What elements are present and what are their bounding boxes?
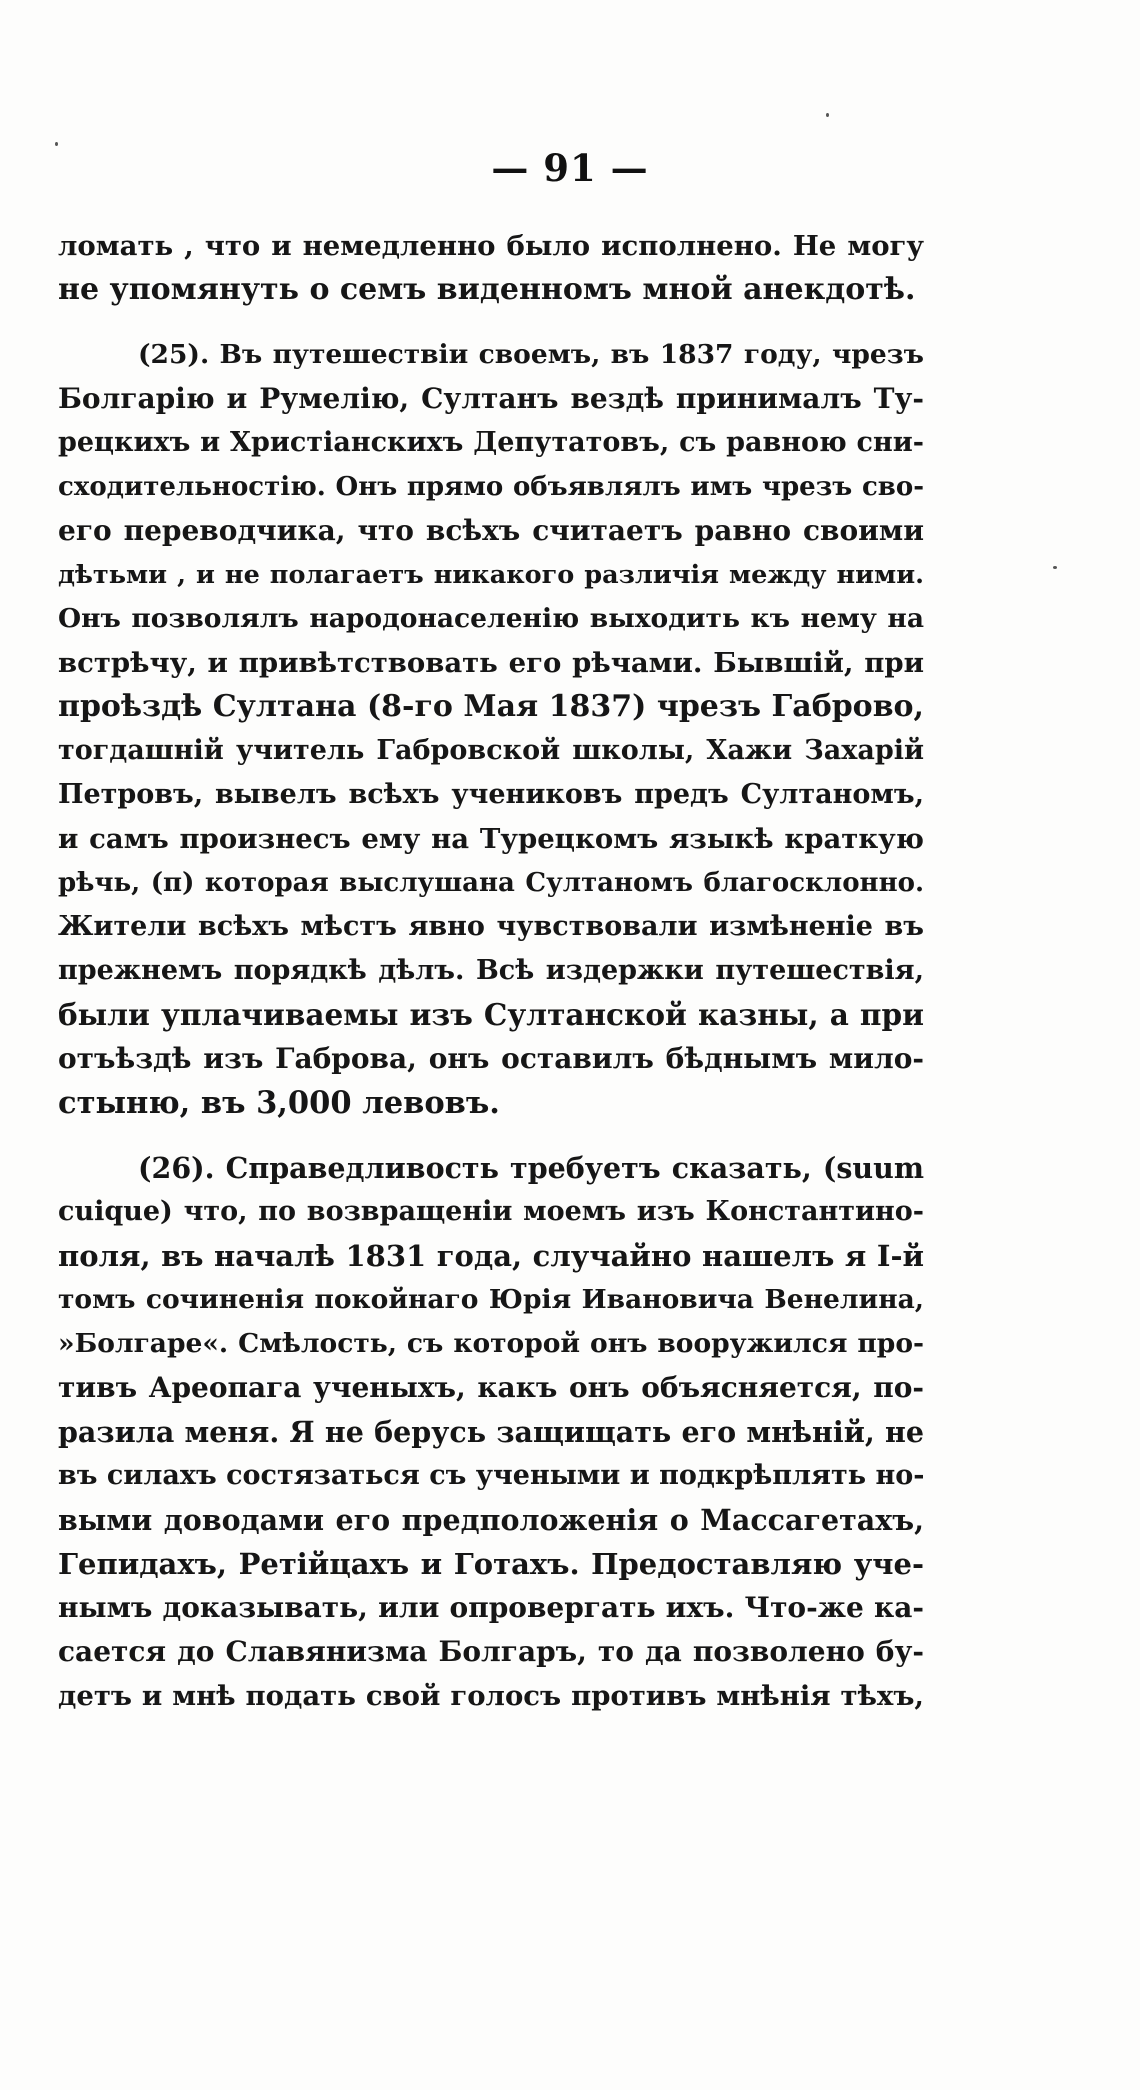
scan-speck — [1053, 566, 1057, 569]
text-line: тивъ Ареопага ученыхъ, какъ онъ объясняется, по- — [58, 1371, 924, 1404]
text-line: не упомянуть о семъ виденномъ мной анекдотѣ. — [58, 272, 916, 307]
scan-speck — [826, 113, 829, 117]
text-line: нымъ доказывать, или опровергать ихъ. Что-же ка- — [58, 1591, 924, 1624]
text-line: сходительностію. Онъ прямо объявлялъ имъ чрезъ сво- — [58, 472, 924, 502]
text-line: рѣчь, (п) которая выслушана Султаномъ благосклонно. — [58, 868, 924, 898]
paragraph-25 — [58, 333, 924, 1125]
text-line: Гепидахъ, Ретійцахъ и Готахъ. Предоставляю уче- — [58, 1547, 924, 1581]
text-line: »Болгаре«. Смѣлость, съ которой онъ вооружился про- — [58, 1328, 924, 1359]
text-line: выми доводами его предположенія о Массагетахъ, — [58, 1503, 924, 1537]
text-line: поля, въ началѣ 1831 года, случайно нашелъ я I-й — [58, 1239, 924, 1273]
text-line: стыню, въ 3,000 левовъ. — [58, 1085, 500, 1121]
text-line: (26). Справедливость требуетъ сказать, (suum — [138, 1151, 924, 1185]
text-line: Жители всѣхъ мѣстъ явно чувствовали измѣненіе въ — [58, 911, 924, 942]
text-line: Болгарію и Румелію, Султанъ вездѣ принималъ Ту- — [58, 382, 924, 415]
text-line: рецкихъ и Христіанскихъ Депутатовъ, съ равною сни- — [58, 427, 924, 458]
body-text — [58, 224, 924, 1718]
text-line: cuique) что, по возвращеніи моемъ изъ Константино- — [58, 1196, 924, 1227]
text-line: дѣтьми , и не полагаетъ никакого различія между ними. — [58, 560, 924, 590]
text-line: и самъ произнесъ ему на Турецкомъ языкѣ краткую — [58, 823, 924, 855]
text-line: прежнемъ порядкѣ дѣлъ. Всѣ издержки путешествія, — [58, 955, 924, 986]
text-line: томъ сочиненія покойнаго Юрія Ивановича Венелина, — [58, 1284, 924, 1315]
text-line: въ силахъ состязаться съ учеными и подкрѣплять но- — [58, 1460, 925, 1491]
paragraph-26 — [58, 1146, 924, 1718]
text-line: его переводчика, что всѣхъ считаетъ равно своими — [58, 514, 924, 547]
text-line: были уплачиваемы изъ Султанской казны, а при — [58, 997, 924, 1032]
text-line: отъѣздѣ изъ Габрова, онъ оставилъ бѣднымъ мило- — [58, 1042, 924, 1075]
text-line: детъ и мнѣ подать свой голосъ противъ мнѣнія тѣхъ, — [58, 1680, 924, 1712]
text-line: Онъ позволялъ народонаселенію выходить къ нему на — [58, 603, 924, 634]
paragraph-continuation — [58, 224, 924, 312]
text-line: разила меня. Я не берусь защищать его мнѣній, не — [58, 1415, 924, 1449]
text-line: встрѣчу, и привѣтствовать его рѣчами. Бывшій, при — [58, 647, 924, 679]
text-line: Петровъ, вывелъ всѣхъ учениковъ предъ Султаномъ, — [58, 779, 924, 810]
text-line: ломать , что и немедленно было исполнено. Не могу — [58, 230, 924, 262]
text-line: тогдашній учитель Габровской школы, Хажи Захарій — [58, 735, 924, 766]
text-line: проѣздѣ Султана (8-го Мая 1837) чрезъ Габрово, — [58, 689, 924, 724]
page-number: — 91 — — [491, 146, 649, 190]
text-line: сается до Славянизма Болгаръ, то да позволено бу- — [58, 1635, 924, 1668]
text-line: (25). Въ путешествіи своемъ, въ 1837 году, чрезъ — [138, 339, 924, 370]
